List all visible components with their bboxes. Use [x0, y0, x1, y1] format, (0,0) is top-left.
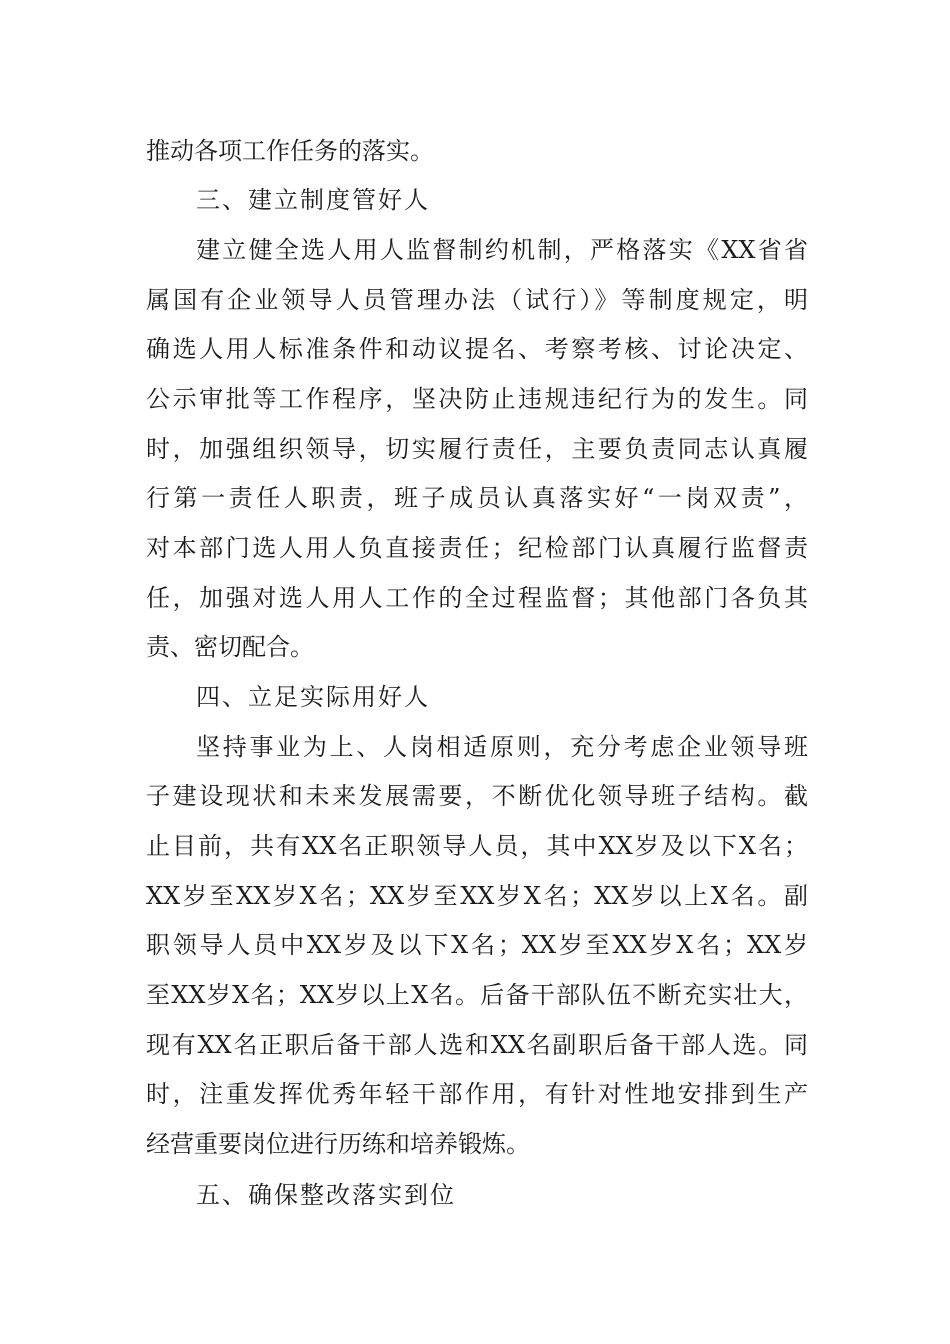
- paragraph-line: 至XX岁X名；XX岁以上X名。后备干部队伍不断充实壮大，: [146, 981, 808, 1009]
- paragraph-line: 确选人用人标准条件和动议提名、考察考核、讨论决定、: [146, 335, 808, 363]
- paragraph-line: 经营重要岗位进行历练和培养锻炼。: [146, 1130, 530, 1158]
- paragraph-line: 职领导人员中XX岁及以下X名；XX岁至XX岁X名；XX岁: [146, 931, 808, 959]
- paragraph-line: 坚持事业为上、人岗相适原则，充分考虑企业领导班: [196, 733, 808, 761]
- paragraph-line: 现有XX名正职后备干部人选和XX名副职后备干部人选。同: [146, 1031, 808, 1059]
- paragraph-line: 公示审批等工作程序，坚决防止违规违纪行为的发生。同: [146, 385, 808, 413]
- section-heading-4: 四、立足实际用好人: [196, 683, 430, 711]
- paragraph-line: 推动各项工作任务的落实。: [146, 137, 434, 165]
- paragraph-line: 子建设现状和未来发展需要，不断优化领导班子结构。截: [146, 782, 808, 810]
- paragraph-line: 止目前，共有XX名正职领导人员，其中XX岁及以下X名；: [146, 832, 808, 860]
- paragraph-line: 对本部门选人用人负直接责任；纪检部门认真履行监督责: [146, 534, 808, 562]
- paragraph-line: 责、密切配合。: [146, 633, 314, 661]
- paragraph-line: 任，加强对选人用人工作的全过程监督；其他部门各负其: [146, 584, 808, 612]
- paragraph-line: 属国有企业领导人员管理办法（试行）》等制度规定，明: [146, 286, 808, 314]
- section-heading-3: 三、建立制度管好人: [196, 186, 430, 214]
- paragraph-line: 行第一责任人职责，班子成员认真落实好“一岗双责”，: [146, 484, 808, 512]
- section-heading-5: 五、确保整改落实到位: [196, 1181, 456, 1209]
- paragraph-line: 建立健全选人用人监督制约机制，严格落实《XX省省: [196, 236, 808, 264]
- paragraph-line: XX岁至XX岁X名；XX岁至XX岁X名；XX岁以上X名。副: [146, 882, 808, 910]
- paragraph-line: 时，注重发挥优秀年轻干部作用，有针对性地安排到生产: [146, 1080, 808, 1108]
- paragraph-line: 时，加强组织领导，切实履行责任，主要负责同志认真履: [146, 435, 808, 463]
